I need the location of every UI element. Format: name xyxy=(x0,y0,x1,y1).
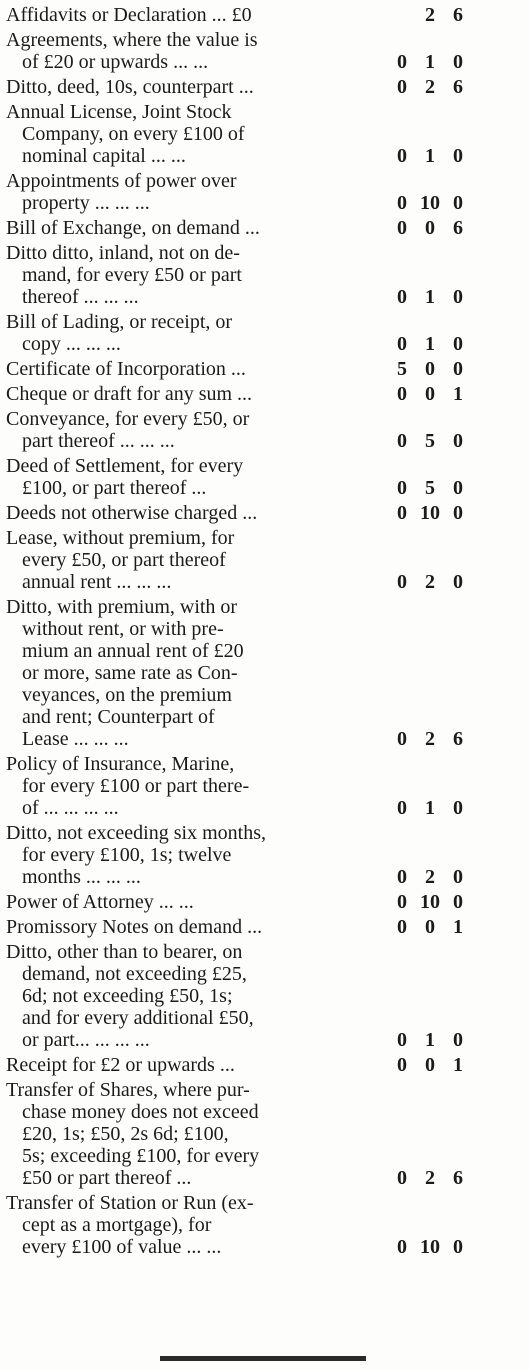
amount-pounds: 0 xyxy=(397,217,407,239)
description-line: Ditto, other than to bearer, on xyxy=(6,941,243,963)
amount-shillings: 10 xyxy=(420,1236,440,1258)
entry-description xyxy=(6,311,386,355)
amount-shillings: 2 xyxy=(425,76,435,98)
amount-pence: 0 xyxy=(453,571,463,593)
amount-pounds: 0 xyxy=(397,51,407,73)
amount-shillings: 0 xyxy=(425,358,435,380)
amount-shillings: 0 xyxy=(425,916,435,938)
entry-description xyxy=(6,4,386,26)
entry-description xyxy=(6,76,386,98)
amount-shillings: 1 xyxy=(425,1029,435,1051)
amount-pounds: 0 xyxy=(397,76,407,98)
description-line: Annual License, Joint Stock xyxy=(6,101,232,123)
amount-pounds: 0 xyxy=(397,728,407,750)
amount-pounds: 5 xyxy=(397,358,407,380)
amount-pence: 0 xyxy=(453,1029,463,1051)
description-line: or part... ... ... ... xyxy=(22,1029,150,1051)
description-line: £20, 1s; £50, 2s 6d; £100, xyxy=(22,1123,229,1145)
amount-shillings: 2 xyxy=(425,1167,435,1189)
entry-description xyxy=(6,170,386,214)
description-line: Promissory Notes on demand ... xyxy=(6,916,263,938)
amount-pence: 0 xyxy=(453,51,463,73)
amount-pounds: 0 xyxy=(397,502,407,524)
amount-shillings: 1 xyxy=(425,286,435,308)
amount-shillings: 1 xyxy=(425,333,435,355)
description-line: 5s; exceeding £100, for every xyxy=(22,1145,260,1167)
amount-pounds: 0 xyxy=(397,192,407,214)
description-line: Agreements, where the value is xyxy=(6,29,258,51)
amount-pence: 0 xyxy=(453,797,463,819)
description-line: property ... ... ... xyxy=(22,192,150,214)
entry-description xyxy=(6,358,386,380)
amount-pence: 0 xyxy=(453,358,463,380)
description-line: Lease, without premium, for xyxy=(6,527,235,549)
description-line: months ... ... ... xyxy=(22,866,141,888)
amount-pence: 6 xyxy=(453,217,463,239)
description-line: Cheque or draft for any sum ... xyxy=(6,383,253,405)
amount-pounds: 0 xyxy=(397,430,407,452)
amount-pounds: 0 xyxy=(397,477,407,499)
entry-description xyxy=(6,217,386,239)
description-line: Policy of Insurance, Marine, xyxy=(6,753,235,775)
entry-description xyxy=(6,753,386,819)
amount-pounds: 0 xyxy=(397,1236,407,1258)
entry-description xyxy=(6,29,386,73)
entry-description xyxy=(6,455,386,499)
amount-pence: 0 xyxy=(453,430,463,452)
amount-shillings: 1 xyxy=(425,51,435,73)
amount-pence: 1 xyxy=(453,383,463,405)
description-line: Deeds not otherwise charged ... xyxy=(6,502,258,524)
description-line: every £50, or part thereof xyxy=(22,549,226,571)
description-line: 6d; not exceeding £50, 1s; xyxy=(22,985,233,1007)
description-line: Bill of Lading, or receipt, or xyxy=(6,311,233,333)
amount-pence: 0 xyxy=(453,891,463,913)
description-line: every £100 of value ... ... xyxy=(22,1236,222,1258)
description-line: Lease ... ... ... xyxy=(22,728,129,750)
amount-pounds: 0 xyxy=(397,333,407,355)
description-line: nominal capital ... ... xyxy=(22,145,186,167)
description-line: part thereof ... ... ... xyxy=(22,430,175,452)
description-line: Ditto, not exceeding six months, xyxy=(6,822,266,844)
amount-pounds: 0 xyxy=(397,797,407,819)
amount-pence: 0 xyxy=(453,866,463,888)
entry-description xyxy=(6,1079,386,1189)
amount-shillings: 10 xyxy=(420,192,440,214)
description-line: for every £100 or part there- xyxy=(22,775,250,797)
entry-description xyxy=(6,101,386,167)
closing-rule xyxy=(160,1356,366,1361)
amount-pence: 0 xyxy=(453,192,463,214)
description-line: Appointments of power over xyxy=(6,170,237,192)
amount-pence: 6 xyxy=(453,76,463,98)
amount-shillings: 5 xyxy=(425,430,435,452)
amount-pounds: 0 xyxy=(397,286,407,308)
description-line: Ditto ditto, inland, not on de- xyxy=(6,242,240,264)
amount-shillings: 0 xyxy=(425,217,435,239)
entry-description xyxy=(6,822,386,888)
amount-pence: 0 xyxy=(453,477,463,499)
amount-shillings: 10 xyxy=(420,891,440,913)
entry-description xyxy=(6,527,386,593)
amount-shillings: 2 xyxy=(425,571,435,593)
amount-shillings: 2 xyxy=(425,866,435,888)
entry-description xyxy=(6,891,386,913)
description-line: annual rent ... ... ... xyxy=(22,571,172,593)
description-line: Conveyance, for every £50, or xyxy=(6,408,250,430)
description-line: mium an annual rent of £20 xyxy=(22,640,244,662)
amount-pounds: 0 xyxy=(397,1029,407,1051)
amount-pounds: 0 xyxy=(397,866,407,888)
amount-shillings: 2 xyxy=(425,4,435,26)
amount-pence: 0 xyxy=(453,145,463,167)
description-line: Certificate of Incorporation ... xyxy=(6,358,246,380)
description-line: for every £100, 1s; twelve xyxy=(22,844,232,866)
amount-shillings: 10 xyxy=(420,502,440,524)
description-line: £50 or part thereof ... xyxy=(22,1167,192,1189)
entry-description xyxy=(6,242,386,308)
amount-pence: 1 xyxy=(453,916,463,938)
description-line: Affidavits or Declaration ... £0 xyxy=(6,4,252,26)
amount-pounds: 0 xyxy=(397,571,407,593)
entry-description xyxy=(6,408,386,452)
amount-pence: 1 xyxy=(453,1054,463,1076)
amount-pounds: 0 xyxy=(397,383,407,405)
amount-shillings: 1 xyxy=(425,145,435,167)
amount-shillings: 0 xyxy=(425,1054,435,1076)
description-line: Transfer of Station or Run (ex- xyxy=(6,1192,254,1214)
description-line: of ... ... ... ... xyxy=(22,797,119,819)
description-line: Ditto, with premium, with or xyxy=(6,596,238,618)
entry-description xyxy=(6,1192,386,1258)
amount-pence: 0 xyxy=(453,286,463,308)
description-line: without rent, or with pre- xyxy=(22,618,224,640)
description-line: veyances, on the premium xyxy=(22,684,232,706)
entry-description xyxy=(6,383,386,405)
entry-description xyxy=(6,916,386,938)
description-line: Deed of Settlement, for every xyxy=(6,455,244,477)
description-line: or more, same rate as Con- xyxy=(22,662,238,684)
description-line: Ditto, deed, 10s, counterpart ... xyxy=(6,76,254,98)
amount-pounds: 0 xyxy=(397,891,407,913)
amount-shillings: 2 xyxy=(425,728,435,750)
description-line: of £20 or upwards ... ... xyxy=(22,51,209,73)
amount-pounds: 0 xyxy=(397,145,407,167)
entry-description xyxy=(6,941,386,1051)
description-line: demand, not exceeding £25, xyxy=(22,963,247,985)
description-line: Receipt for £2 or upwards ... xyxy=(6,1054,235,1076)
entry-description xyxy=(6,1054,386,1076)
description-line: £100, or part thereof ... xyxy=(22,477,207,499)
description-line: Company, on every £100 of xyxy=(22,123,245,145)
description-line: Transfer of Shares, where pur- xyxy=(6,1079,250,1101)
description-line: Bill of Exchange, on demand ... xyxy=(6,217,260,239)
amount-pence: 0 xyxy=(453,502,463,524)
amount-pence: 0 xyxy=(453,333,463,355)
entry-description xyxy=(6,596,386,750)
amount-shillings: 5 xyxy=(425,477,435,499)
amount-pounds: 0 xyxy=(397,1054,407,1076)
description-line: thereof ... ... ... xyxy=(22,286,139,308)
description-line: and rent; Counterpart of xyxy=(22,706,215,728)
description-line: chase money does not exceed xyxy=(22,1101,259,1123)
description-line: Power of Attorney ... ... xyxy=(6,891,194,913)
amount-pence: 6 xyxy=(453,1167,463,1189)
description-line: mand, for every £50 or part xyxy=(22,264,242,286)
amount-shillings: 1 xyxy=(425,797,435,819)
entry-description xyxy=(6,502,386,524)
amount-pence: 6 xyxy=(453,4,463,26)
amount-pence: 0 xyxy=(453,1236,463,1258)
amount-pence: 6 xyxy=(453,728,463,750)
amount-pounds: 0 xyxy=(397,916,407,938)
description-line: cept as a mortgage), for xyxy=(22,1214,212,1236)
amount-shillings: 0 xyxy=(425,383,435,405)
description-line: copy ... ... ... xyxy=(22,333,121,355)
amount-pounds: 0 xyxy=(397,1167,407,1189)
description-line: and for every additional £50, xyxy=(22,1007,254,1029)
